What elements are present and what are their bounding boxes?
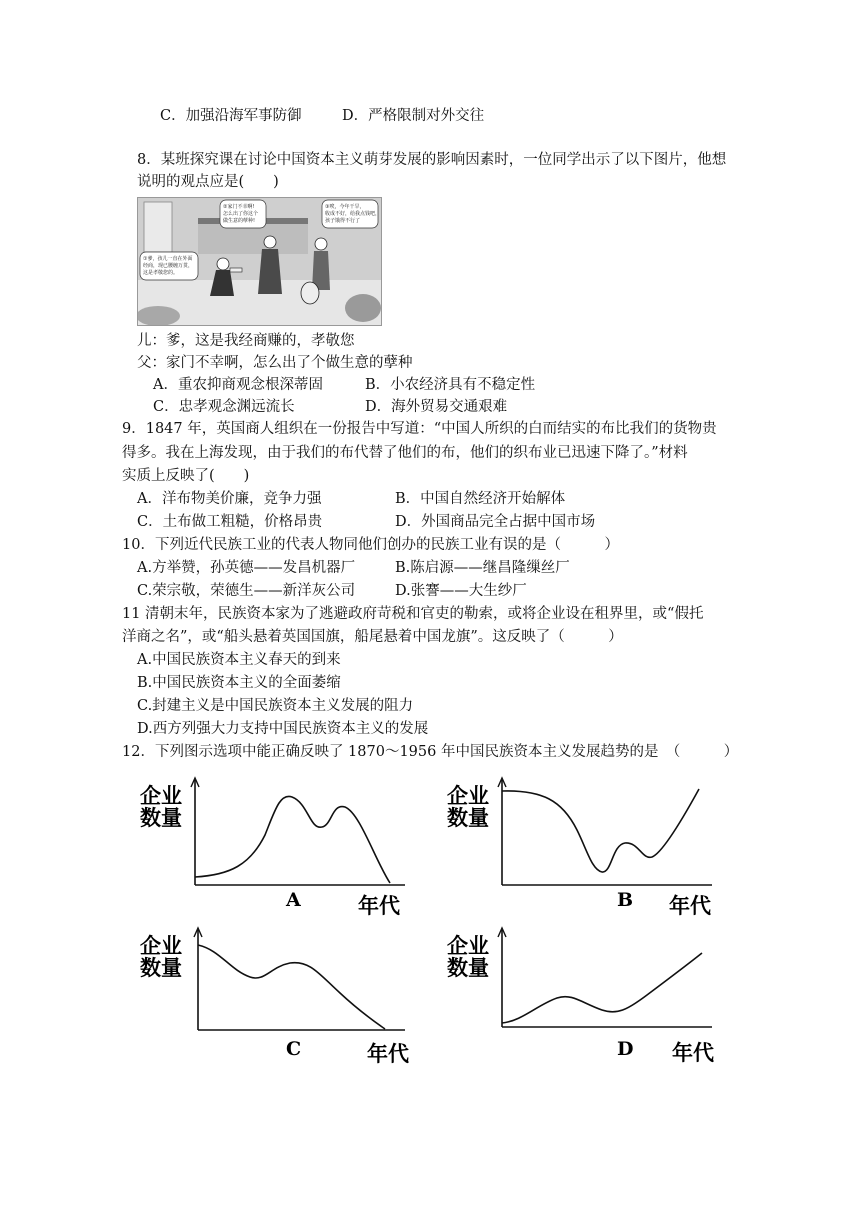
bubble-farmer-line3: 孩子饿得不行了 xyxy=(325,218,361,224)
bubble-farmer-line2: 收成不好，给我点钱吧， xyxy=(325,211,381,217)
q10-option-b: B.陈启源——继昌隆缫丝厂 xyxy=(395,560,570,576)
bubble-son-line1: ①爹，孩儿一直在外面 xyxy=(143,256,193,262)
chart-d xyxy=(447,925,727,1075)
q11-option-b: B.中国民族资本主义的全面萎缩 xyxy=(137,675,341,691)
q9-stem-line2: 得多。我在上海发现，由于我们的布代替了他们的布，他们的织布业已迅速下降了。”材料 xyxy=(122,445,688,461)
q8-option-d: D．海外贸易交通艰难 xyxy=(365,399,508,415)
q10-stem: 10．下列近代民族工业的代表人物同他们创办的民族工业有误的是（ ） xyxy=(122,537,619,553)
chart-a-curve xyxy=(195,796,390,883)
q8-caption-father: 父：家门不幸啊，怎么出了个做生意的孽种 xyxy=(137,355,413,371)
bubble-father-line2: 怎么出了你这个 xyxy=(223,211,259,217)
chart-c-xlabel: 年代 xyxy=(367,1042,409,1066)
bubble-farmer-line1: ③唉，今年干旱， xyxy=(325,204,365,210)
q9-option-c: C．土布做工粗糙，价格昂贵 xyxy=(137,514,323,530)
chart-c-label: C xyxy=(286,1038,302,1060)
chart-a-ylabel-2: 数量 xyxy=(140,806,182,830)
q8-stem-line1: 8．某班探究课在讨论中国资本主义萌芽发展的影响因素时，一位同学出示了以下图片，他想 xyxy=(137,152,727,168)
chart-d-curve xyxy=(502,953,702,1023)
q8-caption-son: 儿：爹，这是我经商赚的，孝敬您 xyxy=(137,333,355,349)
q10-option-a: A.方举赞，孙英德——发昌机器厂 xyxy=(137,560,356,576)
chart-c-curve xyxy=(198,945,385,1029)
chart-d-ylabel-2: 数量 xyxy=(447,956,489,980)
q11-option-c: C.封建主义是中国民族资本主义发展的阻力 xyxy=(137,698,414,714)
chart-a-label: A xyxy=(286,889,301,911)
q8-option-a: A．重农抑商观念根深蒂固 xyxy=(153,377,323,393)
chart-b-ylabel-1: 企业 xyxy=(447,784,489,808)
q7-option-d: D．严格限制对外交往 xyxy=(342,108,485,124)
bubble-father-line1: ②家门不幸啊! xyxy=(223,204,255,210)
chart-b-xlabel: 年代 xyxy=(669,894,711,918)
chart-b-ylabel-2: 数量 xyxy=(447,806,489,830)
chart-a xyxy=(140,775,420,925)
q10-option-c: C.荣宗敬，荣德生——新洋灰公司 xyxy=(137,583,356,599)
q11-option-d: D.西方列强大力支持中国民族资本主义的发展 xyxy=(137,721,429,737)
q9-stem-line3: 实质上反映了( ) xyxy=(122,468,250,484)
q9-stem-line1: 9．1847 年，英国商人组织在一份报告中写道：“中国人所织的白而结实的布比我们的货物贵 xyxy=(122,421,717,437)
chart-d-label: D xyxy=(617,1038,634,1060)
q11-option-a: A.中国民族资本主义春天的到来 xyxy=(137,652,341,668)
q8-option-b: B．小农经济具有不稳定性 xyxy=(365,377,536,393)
chart-d-xlabel: 年代 xyxy=(672,1041,714,1065)
chart-b-curve xyxy=(502,789,699,872)
q10-option-d: D.张謇——大生纱厂 xyxy=(395,583,527,599)
q8-option-c: C．忠孝观念渊远流长 xyxy=(153,399,295,415)
bubble-father-line3: 做生意的孽种! xyxy=(223,218,256,224)
q9-option-a: A．洋布物美价廉，竞争力强 xyxy=(137,491,322,507)
chart-b-label: B xyxy=(617,889,634,911)
bubble-son-line3: 这是孝敬您的。 xyxy=(143,270,179,276)
q7-option-c: C．加强沿海军事防御 xyxy=(160,108,302,124)
chart-d-ylabel-1: 企业 xyxy=(447,934,489,958)
q12-stem: 12．下列图示选项中能正确反映了 1870～1956 年中国民族资本主义发展趋势的是 （ ） xyxy=(122,744,739,760)
q9-option-b: B．中国自然经济开始解体 xyxy=(395,491,566,507)
q8-cartoon-image xyxy=(137,197,382,326)
chart-a-xlabel: 年代 xyxy=(358,894,400,918)
q11-stem-line1: 11 清朝末年，民族资本家为了逃避政府苛税和官吏的勒索，或将企业设在租界里，或“假托 xyxy=(122,606,704,622)
chart-b xyxy=(447,775,727,925)
q11-stem-line2: 洋商之名”，或“船头悬着英国国旗，船尾悬着中国龙旗”。这反映了（ ） xyxy=(122,629,623,645)
q9-option-d: D．外国商品完全占据中国市场 xyxy=(395,514,596,530)
chart-c-ylabel-2: 数量 xyxy=(140,956,182,980)
q8-stem-line2: 说明的观点应是( ) xyxy=(137,174,279,190)
bubble-son-line2: 经商，现已腰缠万贯， xyxy=(143,263,194,269)
chart-a-ylabel-1: 企业 xyxy=(140,784,182,808)
chart-c xyxy=(140,925,420,1075)
chart-c-ylabel-1: 企业 xyxy=(140,934,182,958)
